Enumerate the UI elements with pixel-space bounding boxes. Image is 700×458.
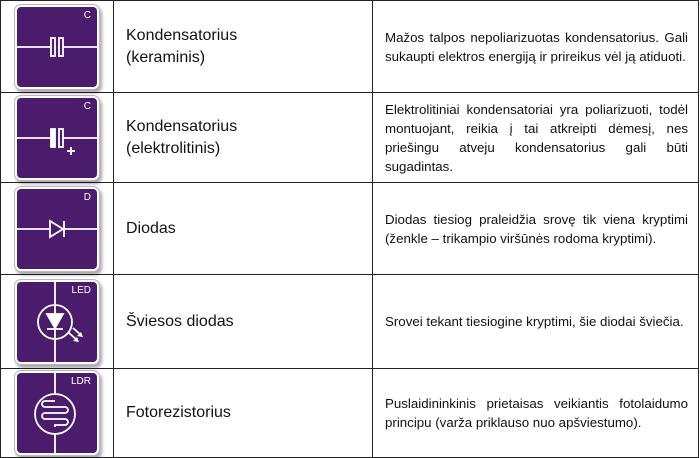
icon-cell bbox=[1, 369, 114, 458]
ceramic-capacitor-icon bbox=[17, 7, 97, 87]
symbol-tile bbox=[17, 7, 97, 87]
led-icon bbox=[17, 282, 97, 362]
description-cell bbox=[373, 93, 699, 183]
table-row bbox=[1, 369, 699, 458]
description-cell bbox=[373, 275, 699, 369]
component-name: Kondensatorius bbox=[126, 26, 238, 44]
component-description: Srovei tekant tiesiogine kryptimi, šie diodai šviečia. bbox=[385, 314, 684, 329]
symbol-tag: D bbox=[83, 191, 91, 203]
symbol-tag: C bbox=[83, 9, 91, 21]
component-description: Elektrolitiniai kondensatoriai yra poliarizuoti, todėl montuojant, reikia į tai atkreipti dėmesį, nes priešingu atveju kondensatorius gali būti sugadintas. bbox=[385, 101, 688, 174]
diode-icon bbox=[17, 189, 97, 269]
electrolytic-capacitor-icon bbox=[17, 98, 97, 178]
icon-cell bbox=[1, 275, 114, 369]
component-description: Mažos talpos nepoliarizuotas kondensatorius. Gali sukaupti elektros energiją ir prireikus vėl ją atiduoti. bbox=[385, 29, 688, 64]
component-name: Kondensatorius bbox=[126, 117, 238, 135]
component-name: Šviesos diodas bbox=[126, 312, 234, 330]
component-description: Puslaidininkinis prietaisas veikiantis fotolaidumo principu (varža priklauso nuo apšviestumo). bbox=[385, 396, 688, 430]
table-row bbox=[1, 183, 699, 275]
component-name: Fotorezistorius bbox=[126, 404, 231, 421]
symbol-tile bbox=[17, 373, 97, 453]
component-name: Diodas bbox=[126, 219, 176, 237]
icon-cell bbox=[1, 1, 114, 93]
component-subtype: (keraminis) bbox=[126, 48, 206, 66]
component-subtype: (elektrolitinis) bbox=[126, 139, 221, 157]
component-name-cell bbox=[114, 183, 373, 275]
description-cell bbox=[373, 183, 699, 275]
photoresistor-icon bbox=[17, 373, 97, 453]
component-name-cell bbox=[114, 275, 373, 369]
symbol-tag: LED bbox=[71, 284, 91, 296]
component-name-cell bbox=[114, 93, 373, 183]
table-row bbox=[1, 1, 699, 93]
description-cell bbox=[373, 1, 699, 93]
component-name-cell bbox=[114, 1, 373, 93]
symbol-tile bbox=[17, 189, 97, 269]
table-row bbox=[1, 275, 699, 369]
symbol-tile bbox=[17, 282, 97, 362]
symbol-tag: LDR bbox=[70, 376, 91, 387]
icon-cell bbox=[1, 183, 114, 275]
component-name-cell bbox=[114, 369, 373, 458]
description-cell bbox=[373, 369, 699, 458]
icon-cell bbox=[1, 93, 114, 183]
symbol-tile bbox=[17, 98, 97, 178]
component-description: Diodas tiesiog praleidžia srovę tik viena kryptimi (ženkle – trikampio viršūnės rodoma kryptimi). bbox=[385, 211, 688, 246]
symbol-tag: C bbox=[83, 100, 91, 112]
table-row bbox=[1, 93, 699, 183]
